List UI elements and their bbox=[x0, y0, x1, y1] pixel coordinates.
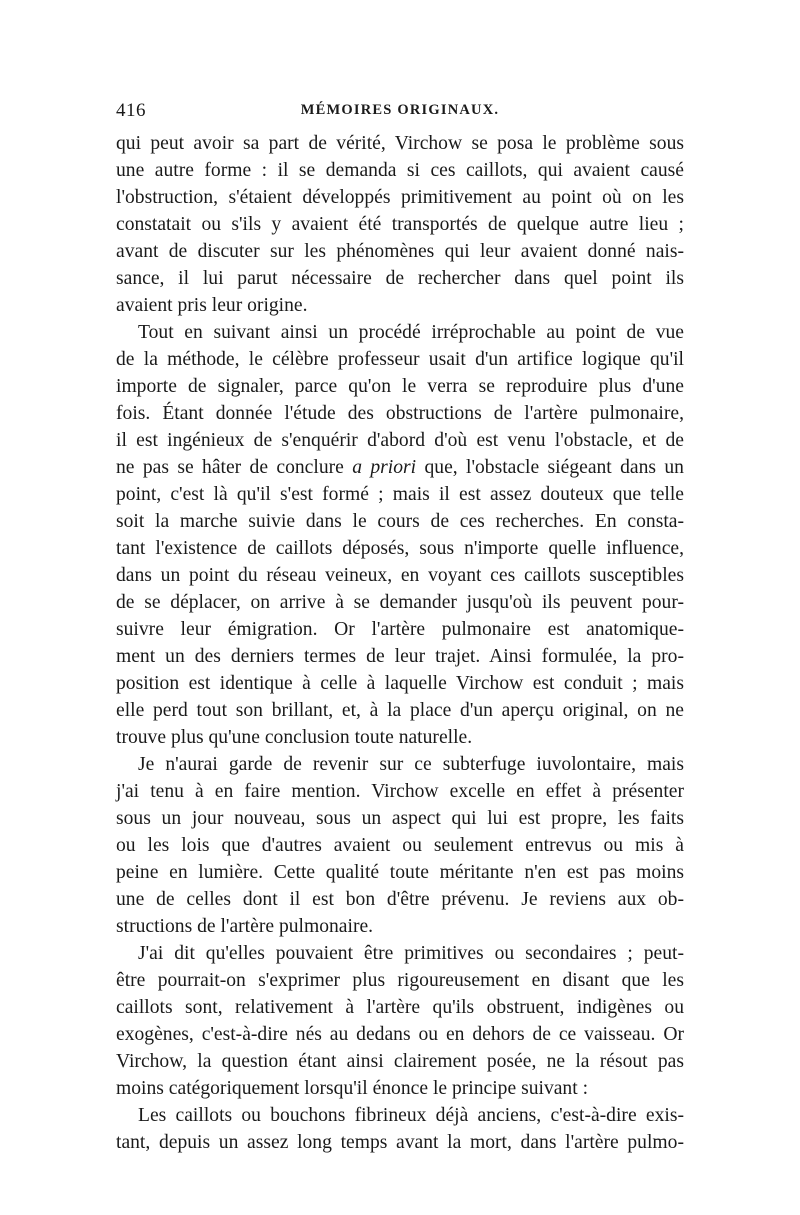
text-line: il est ingénieux de s'enquérir d'abord d'où est venu l'obstacle, et de bbox=[116, 430, 684, 451]
text-line: de se déplacer, on arrive à se demander jusqu'où ils peuvent pour- bbox=[116, 592, 684, 613]
text-line: soit la marche suivie dans le cours de ces recherches. En consta- bbox=[116, 511, 684, 532]
text-line: une de celles dont il est bon d'être prévenu. Je reviens aux ob- bbox=[116, 889, 684, 910]
text-line: qui peut avoir sa part de vérité, Virchow se posa le problème sous bbox=[116, 133, 684, 154]
italic-phrase: a priori bbox=[352, 457, 417, 478]
text-line: caillots sont, relativement à l'artère qu'ils obstruent, indigènes ou bbox=[116, 997, 684, 1018]
text-line: tant, depuis un assez long temps avant la mort, dans l'artère pulmo- bbox=[116, 1132, 684, 1153]
text-line: suivre leur émigration. Or l'artère pulmonaire est anatomique- bbox=[116, 619, 684, 640]
text-line: trouve plus qu'une conclusion toute naturelle. bbox=[116, 727, 473, 748]
text-line: constatait ou s'ils y avaient été transportés de quelque autre lieu ; bbox=[116, 214, 684, 235]
text-line: moins catégoriquement lorsqu'il énonce le principe suivant : bbox=[116, 1078, 589, 1099]
text-line: sous un jour nouveau, sous un aspect qui lui est propre, les faits bbox=[116, 808, 684, 829]
text-line: Les caillots ou bouchons fibrineux déjà anciens, c'est-à-dire exis- bbox=[138, 1105, 684, 1126]
body-text bbox=[116, 130, 684, 1156]
text-line: importe de signaler, parce qu'on le verra se reproduire plus d'une bbox=[116, 376, 684, 397]
text-segment: que, l'obstacle siégeant dans un bbox=[416, 457, 684, 478]
text-line: J'ai dit qu'elles pouvaient être primitives ou secondaires ; peut- bbox=[138, 943, 684, 964]
text-line: position est identique à celle à laquelle Virchow est conduit ; mais bbox=[116, 673, 684, 694]
text-line: Je n'aurai garde de revenir sur ce subterfuge iuvolontaire, mais bbox=[138, 754, 684, 775]
text-line: j'ai tenu à en faire mention. Virchow excelle en effet à présenter bbox=[116, 781, 684, 802]
text-line: être pourrait-on s'exprimer plus rigoureusement en disant que les bbox=[116, 970, 684, 991]
text-line-with-italic bbox=[116, 454, 684, 481]
text-line: avaient pris leur origine. bbox=[116, 295, 308, 316]
text-line: point, c'est là qu'il s'est formé ; mais il est assez douteux que telle bbox=[116, 484, 684, 505]
running-title: MÉMOIRES ORIGINAUX. bbox=[300, 102, 500, 118]
text-line: ment un des derniers termes de leur trajet. Ainsi formulée, la pro- bbox=[116, 646, 684, 667]
book-page bbox=[116, 96, 684, 1156]
text-line: structions de l'artère pulmonaire. bbox=[116, 916, 374, 937]
text-line: Tout en suivant ainsi un procédé irréprochable au point de vue bbox=[138, 322, 684, 343]
text-line: l'obstruction, s'étaient développés primitivement au point où on les bbox=[116, 187, 684, 208]
text-line: fois. Étant donnée l'étude des obstructions de l'artère pulmonaire, bbox=[116, 403, 684, 424]
text-line: une autre forme : il se demanda si ces caillots, qui avaient causé bbox=[116, 160, 684, 181]
text-line: elle perd tout son brillant, et, à la place d'un aperçu original, on ne bbox=[116, 700, 684, 721]
text-line: dans un point du réseau veineux, en voyant ces caillots susceptibles bbox=[116, 565, 684, 586]
text-segment: ne pas se hâter de conclure bbox=[116, 457, 353, 478]
text-line: ou les lois que d'autres avaient ou seulement entrevus ou mis à bbox=[116, 835, 684, 856]
text-line: sance, il lui parut nécessaire de rechercher dans quel point ils bbox=[116, 268, 684, 289]
text-line: exogènes, c'est-à-dire nés au dedans ou en dehors de ce vaisseau. Or bbox=[116, 1024, 684, 1045]
running-head bbox=[116, 96, 684, 122]
text-line: tant l'existence de caillots déposés, sous n'importe quelle influence, bbox=[116, 538, 684, 559]
text-line: Virchow, la question étant ainsi clairement posée, ne la résout pas bbox=[116, 1051, 684, 1072]
text-line: peine en lumière. Cette qualité toute méritante n'en est pas moins bbox=[116, 862, 684, 883]
text-line: avant de discuter sur les phénomènes qui leur avaient donné nais- bbox=[116, 241, 684, 262]
text-line: de la méthode, le célèbre professeur usait d'un artifice logique qu'il bbox=[116, 349, 684, 370]
page-number: 416 bbox=[116, 100, 146, 121]
